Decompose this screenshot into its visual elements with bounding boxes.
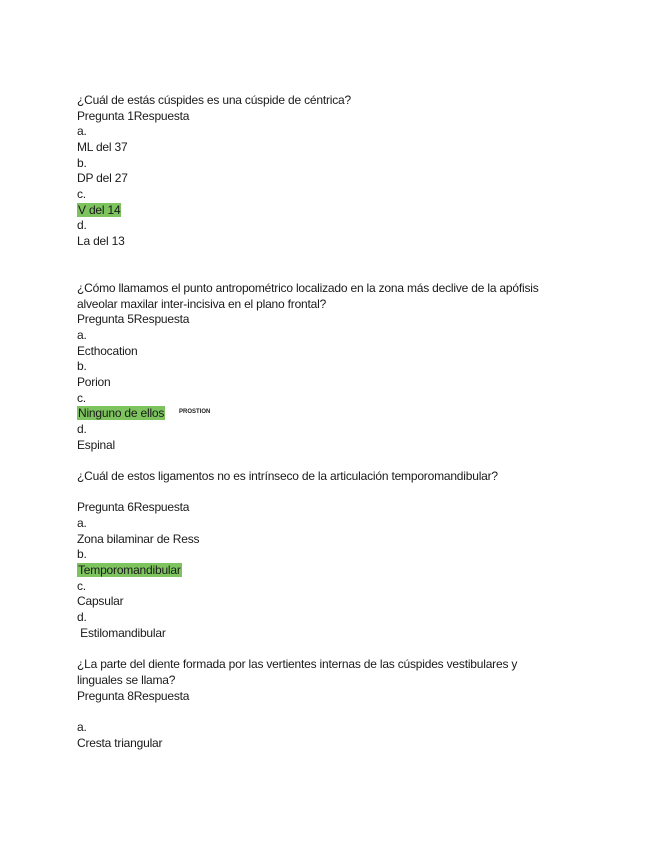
question-5-option-a-text: Ecthocation (77, 344, 138, 358)
question-5-header: Pregunta 5Respuesta (77, 312, 190, 326)
question-1-option-b-text: DP del 27 (77, 171, 128, 185)
question-5-text-line-2: alveolar maxilar inter-incisiva en el plano frontal? (77, 297, 327, 311)
question-8-option-a-text: Cresta triangular (77, 736, 163, 750)
question-5-option-b-text: Porion (77, 375, 111, 389)
question-5-text-line-1: ¿Cómo llamamos el punto antropométrico localizado en la zona más declive de la apófisis (77, 281, 539, 295)
question-5-option-a-letter: a. (77, 328, 87, 342)
question-1-option-c-answer (77, 203, 121, 218)
highlighted-answer: Temporomandibular (78, 563, 181, 577)
question-6-option-b-answer (77, 563, 182, 578)
question-5-option-c-answer (77, 406, 165, 421)
question-8-text-line-1: ¿La parte del diente formada por las vertientes internas de las cúspides vestibulares y (77, 657, 518, 671)
highlighted-answer: Ninguno de ellos (78, 406, 165, 420)
question-1-option-b-letter: b. (77, 156, 87, 170)
question-5-option-d-letter: d. (77, 422, 87, 436)
highlighted-answer: V del 14 (78, 203, 121, 217)
question-8-header: Pregunta 8Respuesta (77, 689, 190, 703)
handwritten-note: PROSTION (179, 409, 211, 415)
question-6-option-d-letter: d. (77, 610, 87, 624)
question-1-option-a-text: ML del 37 (77, 140, 128, 154)
question-6-text: ¿Cuál de estos ligamentos no es intrínseco de la articulación temporomandibular? (77, 469, 498, 483)
question-6-option-c-text: Capsular (77, 594, 124, 608)
question-5-option-d-text: Espinal (77, 438, 115, 452)
question-6-header: Pregunta 6Respuesta (77, 500, 190, 514)
question-6-option-d-text: Estilomandibular (77, 626, 166, 640)
question-5-option-b-letter: b. (77, 359, 87, 373)
question-6-option-a-letter: a. (77, 516, 87, 530)
question-1-header: Pregunta 1Respuesta (77, 109, 190, 123)
question-1-option-a-letter: a. (77, 124, 87, 138)
question-6-option-b-letter: b. (77, 547, 87, 561)
question-1-option-d-letter: d. (77, 218, 87, 232)
question-1-option-d-text: La del 13 (77, 234, 125, 248)
question-6-option-a-text: Zona bilaminar de Ress (77, 532, 200, 546)
question-8-option-a-letter: a. (77, 720, 87, 734)
question-5-option-c-letter: c. (77, 391, 86, 405)
question-6-option-c-letter: c. (77, 579, 86, 593)
question-8-text-line-2: linguales se llama? (77, 673, 176, 687)
question-1-text: ¿Cuál de estás cúspides es una cúspide de céntrica? (77, 93, 351, 107)
question-1-option-c-letter: c. (77, 187, 86, 201)
